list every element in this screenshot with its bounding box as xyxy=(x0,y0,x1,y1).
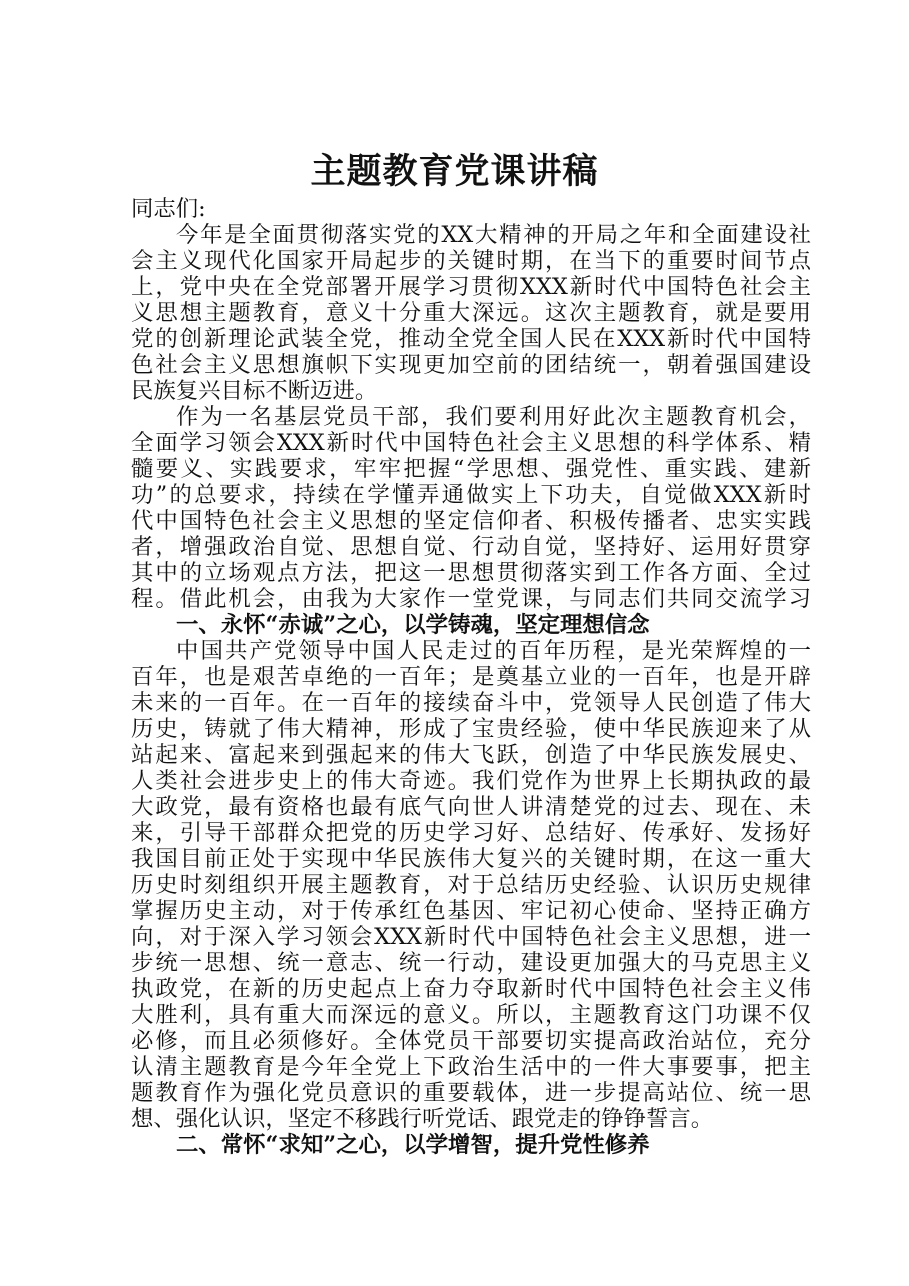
section-1-line: 大政党，最有资格也最有底气向世人讲清楚党的过去、现在、未 xyxy=(131,794,811,820)
paragraph-2-line: 代中国特色社会主义思想的坚定信仰者、积极传播者、忠实实践 xyxy=(131,508,811,534)
section-1-line: 认清主题教育是今年全党上下政治生活中的一件大事要事，把主 xyxy=(131,1054,811,1080)
paragraph-2-line: 髓要义、实践要求，牢牢把握“学思想、强党性、重实践、建新 xyxy=(131,456,811,482)
paragraph-2-line: 作为一名基层党员干部，我们要利用好此次主题教育机会， xyxy=(176,404,811,430)
paragraph-1-line: 色社会主义思想旗帜下实现更加空前的团结统一，朝着强国建设 xyxy=(131,352,811,378)
section-1-line: 中国共产党领导中国人民走过的百年历程，是光荣辉煌的一 xyxy=(176,638,811,664)
section-1-line: 站起来、富起来到强起来的伟大飞跃，创造了中华民族发展史、 xyxy=(131,742,811,768)
section-1-line: 未来的一百年。在一百年的接续奋斗中，党领导人民创造了伟大 xyxy=(131,690,811,716)
paragraph-1-line: 党的创新理论武装全党，推动全党全国人民在XXX新时代中国特 xyxy=(131,326,811,352)
section-1-line: 必修，而且必须修好。全体党员干部要切实提高政治站位，充分 xyxy=(131,1028,811,1054)
section-1-line: 步统一思想、统一意志、统一行动，建设更加强大的马克思主义 xyxy=(131,950,811,976)
paragraph-1-line: 民族复兴目标不断迈进。 xyxy=(131,378,378,404)
section-1-line: 想、强化认识，坚定不移践行听党话、跟党走的铮铮誓言。 xyxy=(131,1106,714,1132)
paragraph-2-line: 程。借此机会，由我为大家作一堂党课，与同志们共同交流学习 xyxy=(131,586,811,612)
document-title: 主题教育党课讲稿 xyxy=(310,151,599,192)
paragraph-2-line: 功”的总要求，持续在学懂弄通做实上下功夫，自觉做XXX新时 xyxy=(131,482,811,508)
section-1-line: 百年，也是艰苦卓绝的一百年；是奠基立业的一百年，也是开辟 xyxy=(131,664,811,690)
section-1-line: 来，引导干部群众把党的历史学习好、总结好、传承好、发扬好 xyxy=(131,820,811,846)
paragraph-2-line: 全面学习领会XXX新时代中国特色社会主义思想的科学体系、精 xyxy=(131,430,811,456)
section-1-line: 人类社会进步史上的伟大奇迹。我们党作为世界上长期执政的最 xyxy=(131,768,811,794)
section-1-line: 题教育作为强化党员意识的重要载体，进一步提高站位、统一思 xyxy=(131,1080,811,1106)
section-1-line: 掌握历史主动，对于传承红色基因、牢记初心使命、坚持正确方 xyxy=(131,898,811,924)
section-1-heading: 一、永怀“赤诚”之心，以学铸魂，坚定理想信念 xyxy=(176,612,650,638)
section-1-line: 大胜利，具有重大而深远的意义。所以，主题教育这门功课不仅 xyxy=(131,1002,811,1028)
section-1-line: 执政党，在新的历史起点上奋力夺取新时代中国特色社会主义伟 xyxy=(131,976,811,1002)
paragraph-2-line: 其中的立场观点方法，把这一思想贯彻落实到工作各方面、全过 xyxy=(131,560,811,586)
paragraph-1-line: 上，党中央在全党部署开展学习贯彻XXX新时代中国特色社会主 xyxy=(131,274,811,300)
paragraph-1-line: 会主义现代化国家开局起步的关键时期，在当下的重要时间节点 xyxy=(131,248,811,274)
section-1-line: 向，对于深入学习领会XXX新时代中国特色社会主义思想，进一 xyxy=(131,924,811,950)
section-1-line: 我国目前正处于实现中华民族伟大复兴的关键时期，在这一重大 xyxy=(131,846,811,872)
document-body xyxy=(131,196,811,1158)
paragraph-2-line: 者，增强政治自觉、思想自觉、行动自觉，坚持好、运用好贯穿 xyxy=(131,534,811,560)
paragraph-1-line: 今年是全面贯彻落实党的XX大精神的开局之年和全面建设社 xyxy=(176,222,811,248)
section-2-heading: 二、常怀“求知”之心，以学增智，提升党性修养 xyxy=(176,1132,650,1158)
section-1-line: 历史，铸就了伟大精神，形成了宝贵经验，使中华民族迎来了从 xyxy=(131,716,811,742)
section-1-line: 历史时刻组织开展主题教育，对于总结历史经验、认识历史规律 xyxy=(131,872,811,898)
salutation: 同志们: xyxy=(131,196,206,222)
paragraph-1-line: 义思想主题教育，意义十分重大深远。这次主题教育，就是要用 xyxy=(131,300,811,326)
